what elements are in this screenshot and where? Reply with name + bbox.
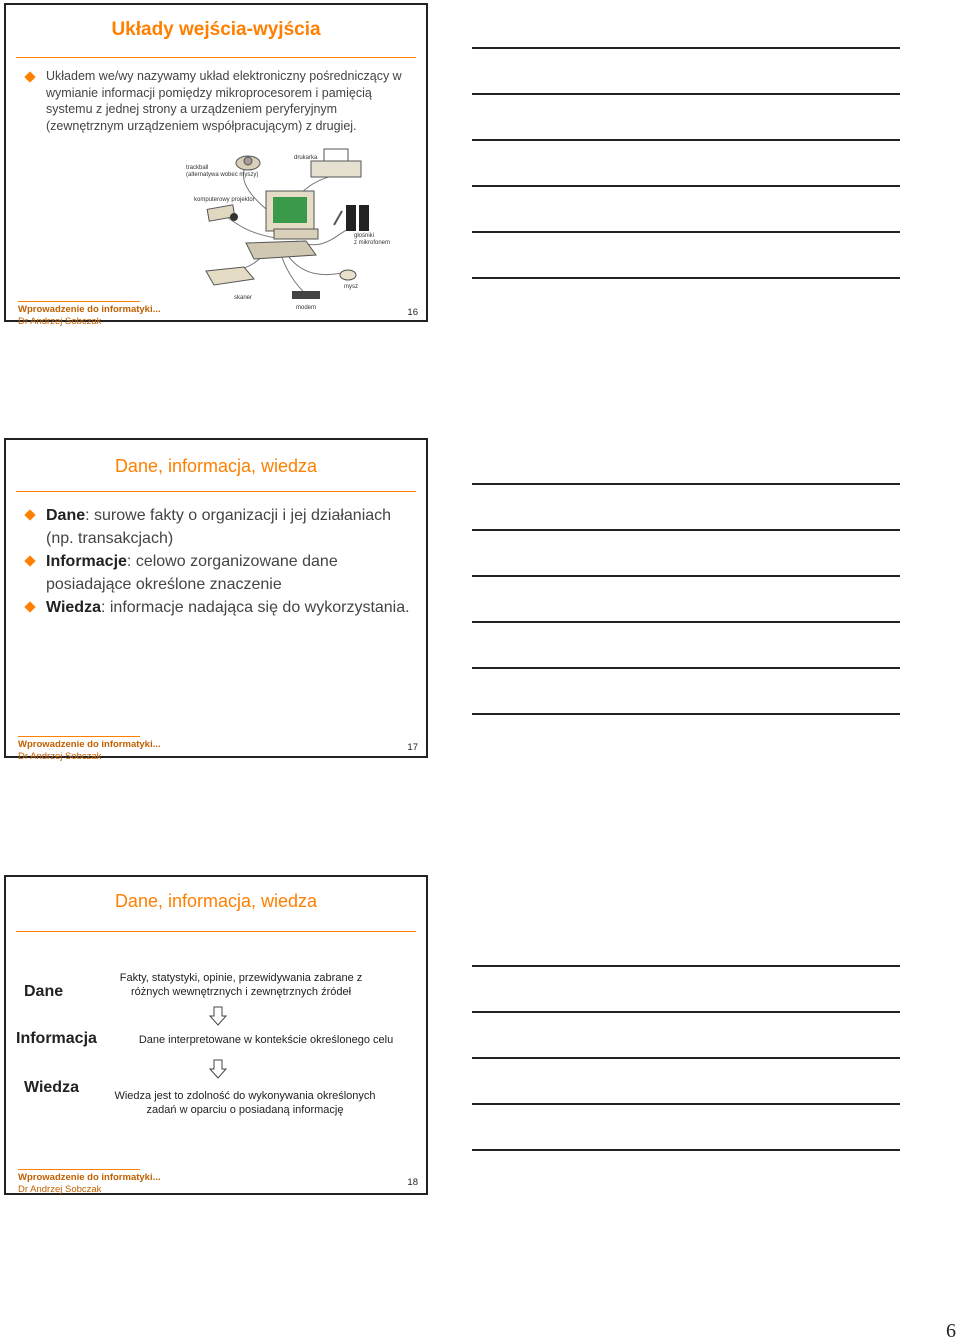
bullet-diamond-icon [24,71,35,82]
desc-wiedza: Wiedza jest to zdolność do wykonywania określonych zadań w oparciu o posiadaną informację [114,1090,376,1116]
title-rule [16,57,416,58]
note-line [472,139,900,141]
note-line [472,667,900,669]
bullet-diamond-icon [24,601,35,612]
arrow-down-icon [208,1006,228,1026]
modem-label: modem [296,305,317,311]
term-dane: Dane [24,983,64,1000]
slide-footer [18,301,161,328]
note-line [472,47,900,49]
title-rule [16,931,416,932]
list-item: Wiedza: informacje nadająca się do wykorzystania. [20,596,414,619]
term-wiedza: Wiedza [24,1079,79,1096]
footer-author: Dr Andrzej Sobczak [18,316,102,327]
bullet-list [20,504,414,619]
trackball-label: trackball (alternatywa wobec myszy) [186,165,259,178]
slide-title: Układy wejścia-wyjścia [111,19,321,40]
note-line [472,621,900,623]
footer-course: Wprowadzenie do informatyki... [18,304,161,315]
arrow-down-icon [208,1059,228,1079]
note-line [472,1011,900,1013]
bullet-diamond-icon [24,509,35,520]
note-line [472,185,900,187]
printer-label: drukarka [294,155,318,161]
sheet-number: 6 [946,1320,956,1342]
slide-footer [18,1169,161,1196]
note-line [472,713,900,715]
note-line [472,93,900,95]
speakers-label: głośniki z mikrofonem [354,233,391,246]
note-line [472,483,900,485]
footer-rule [18,736,140,737]
note-line [472,231,900,233]
list-item: Informacje: celowo zorganizowane dane posiadające określone znaczenie [20,550,414,596]
list-item: Dane: surowe fakty o organizacji i jej działaniach (np. transakcjach) [20,504,414,550]
mouse-label: mysz [344,284,358,290]
desc-informacja: Dane interpretowane w kontekście określonego celu [138,1034,394,1046]
title-rule [16,491,416,492]
footer-course: Wprowadzenie do informatyki... [18,1172,161,1183]
note-line [472,965,900,967]
slide-18 [4,875,428,1195]
page-number: 18 [407,1177,418,1188]
footer-author: Dr Andrzej Sobczak [18,1184,102,1195]
note-line [472,1057,900,1059]
projector-label: komputerowy projektor [194,197,255,203]
bullet-diamond-icon [24,555,35,566]
page-number: 17 [407,742,418,753]
peripherals-diagram [166,143,402,315]
footer-rule [18,1169,140,1170]
footer-course: Wprowadzenie do informatyki... [18,739,161,750]
slide-title: Dane, informacja, wiedza [114,456,318,476]
term-informacja: Informacja [16,1030,97,1047]
slide-title: Dane, informacja, wiedza [114,891,318,911]
slide-footer [18,736,161,763]
desc-dane: Fakty, statystyki, opinie, przewidywania zabrane z różnych wewnętrznych i zewnętrznych źródeł [119,972,363,998]
slide-17 [4,438,428,762]
footer-author: Dr Andrzej Sobczak [18,751,102,762]
note-line [472,575,900,577]
scanner-label: skaner [234,295,253,301]
note-line [472,1149,900,1151]
note-line [472,277,900,279]
page-number: 16 [407,307,418,318]
note-line [472,529,900,531]
footer-rule [18,301,140,302]
bullet-list [20,68,414,134]
note-line [472,1103,900,1105]
list-item: Układem we/wy nazywamy układ elektroniczny pośredniczący w wymianie informacji pomiędzy mikroprocesorem i pamięcią systemu z jednej strony a urządzeniem peryferyjnym (zewnętrznym urządzeniem współpracującym) z drugiej. [20,68,414,134]
slide-16 [4,3,428,327]
